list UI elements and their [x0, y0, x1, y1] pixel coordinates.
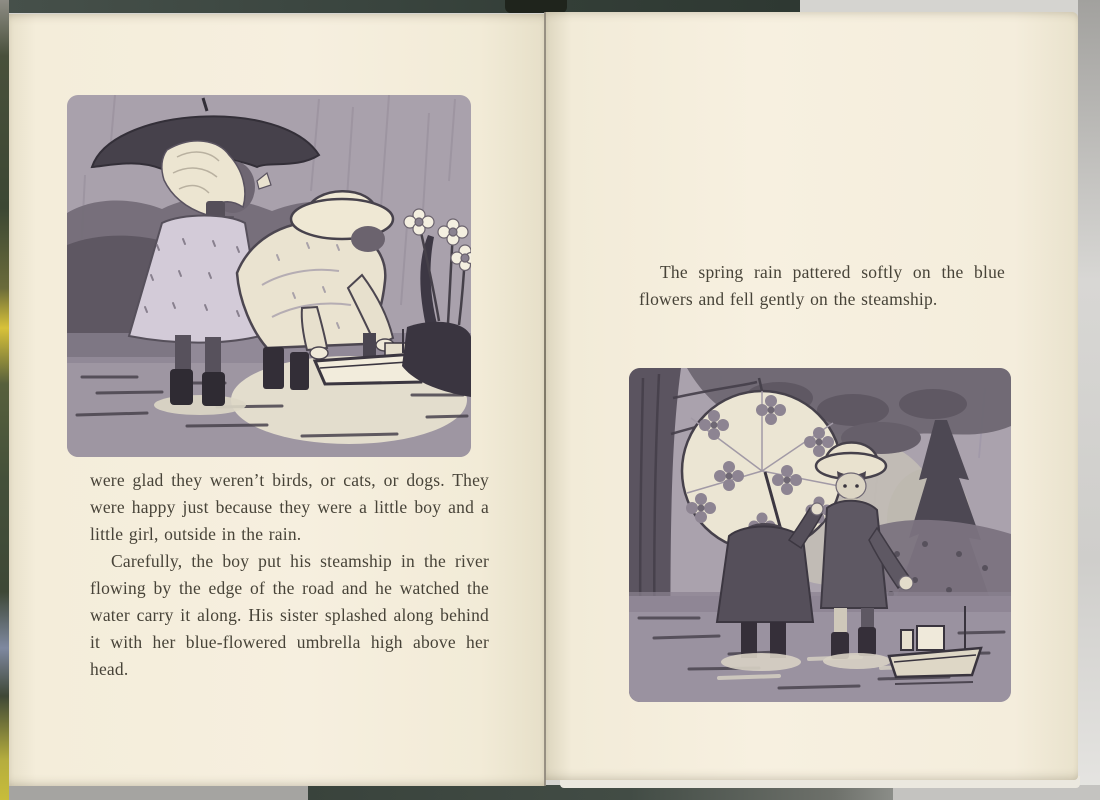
story-paragraph: The spring rain pattered softly on the blue flowers and fell gently on the steamship.: [639, 262, 1005, 309]
left-page: [9, 14, 545, 786]
book-gutter: [544, 12, 546, 786]
right-page-text: [639, 259, 1005, 313]
left-illustration: [67, 95, 471, 457]
right-page: [545, 12, 1078, 780]
right-illustration: [629, 368, 1011, 702]
left-illustration-art: [67, 95, 471, 457]
book-cover-left-edge: [0, 0, 9, 800]
page-fore-edge: [1078, 0, 1100, 800]
story-paragraph: were glad they weren’t birds, or cats, or dogs. They were happy just because they were a little boy and a little girl, outside in the rain.: [90, 470, 489, 544]
story-paragraph: Carefully, the boy put his steamship in the river flowing by the edge of the road and he watched the water carry it along. His sister splashed along behind it with her blue-flowered umbrella high above her head.: [90, 551, 489, 679]
right-illustration-art: [629, 368, 1011, 702]
left-page-text: [90, 467, 489, 683]
